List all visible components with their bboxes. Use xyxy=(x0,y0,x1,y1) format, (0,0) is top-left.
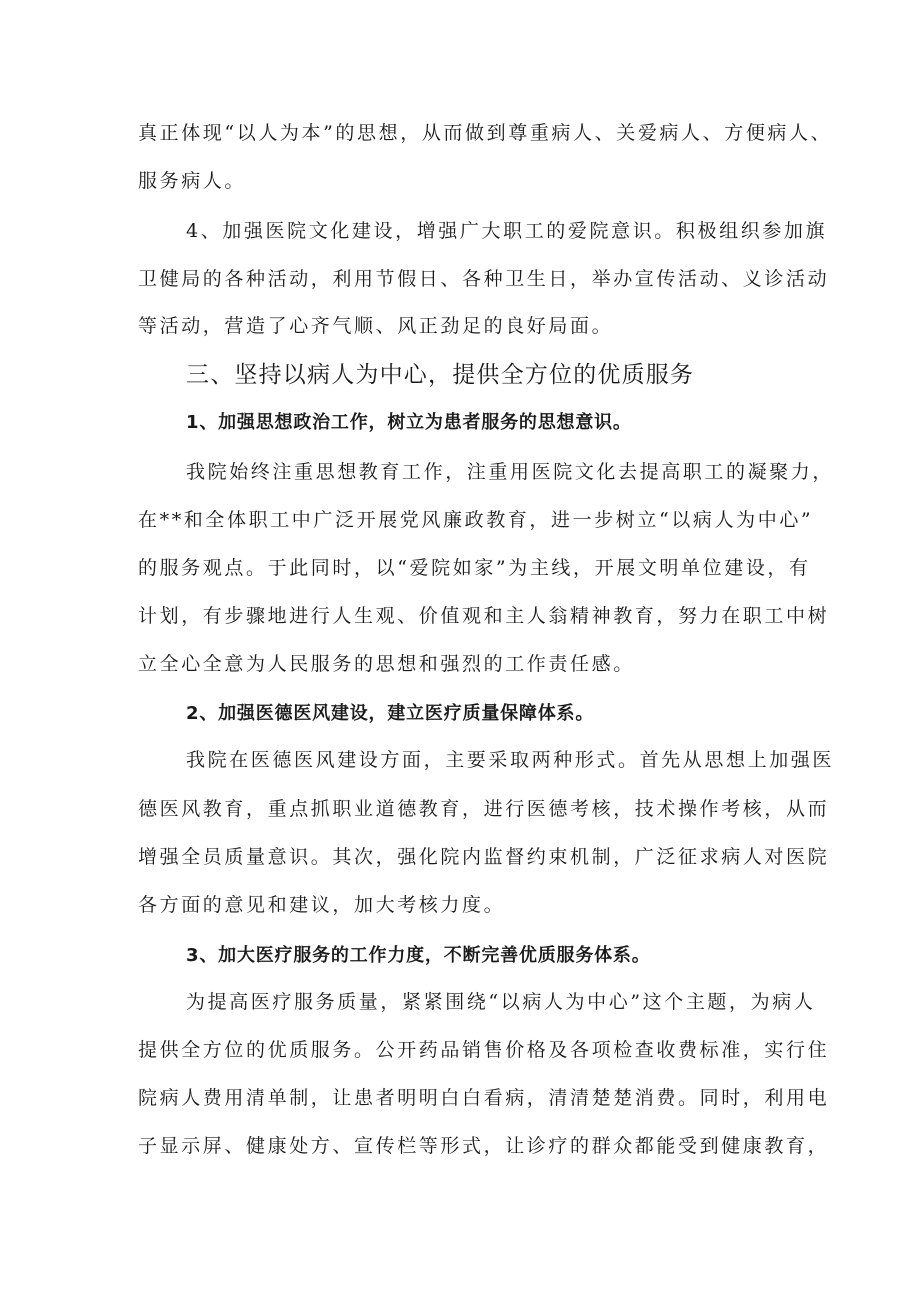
section-heading: 三、坚持以病人为中心，提供全方位的优质服务 xyxy=(186,362,695,388)
paragraph-line: 为提高医疗服务质量，紧紧围绕“以病人为中心”这个主题，为病人 xyxy=(186,991,816,1013)
paragraph-line: 立全心全意为人民服务的思想和强烈的工作责任感。 xyxy=(138,653,635,675)
paragraph-line: 德医风教育，重点抓职业道德教育，进行医德考核，技术操作考核，从而 xyxy=(138,798,830,820)
paragraph-line: 卫健局的各种活动，利用节假日、各种卫生日，举办宣传活动、义诊活动 xyxy=(138,268,830,290)
paragraph-line: 提供全方位的优质服务。公开药品销售价格及各项检查收费标准，实行住 xyxy=(138,1039,830,1061)
paragraph-line: 真正体现“以人为本”的思想，从而做到尊重病人、关爱病人、方便病人、 xyxy=(138,122,833,144)
subsection-heading-2: 2、加强医德医风建设，建立医疗质量保障体系。 xyxy=(186,703,595,724)
paragraph-line: 的服务观点。于此同时，以“爱院如家”为主线，开展文明单位建设，有 xyxy=(138,557,811,579)
paragraph-line: 各方面的意见和建议，加大考核力度。 xyxy=(138,894,506,916)
paragraph-line: 子显示屏、健康处方、宣传栏等形式，让诊疗的群众都能受到健康教育， xyxy=(138,1135,830,1157)
subsection-heading-3: 3、加大医疗服务的工作力度，不断完善优质服务体系。 xyxy=(186,945,651,966)
paragraph-line: 4、加强医院文化建设，增强广大职工的爱院意识。积极组织参加旗 xyxy=(186,220,828,242)
paragraph-line: 在**和全体职工中广泛开展党风廉政教育，进一步树立“以病人为中心” xyxy=(138,509,814,531)
paragraph-line: 计划，有步骤地进行人生观、价值观和主人翁精神教育，努力在职工中树 xyxy=(138,605,830,627)
paragraph-line: 院病人费用清单制，让患者明明白白看病，清清楚楚消费。同时，利用电 xyxy=(138,1087,830,1109)
paragraph-line: 我院始终注重思想教育工作，注重用医院文化去提高职工的凝聚力， xyxy=(186,461,835,483)
paragraph-line: 增强全员质量意识。其次，强化院内监督约束机制，广泛征求病人对医院 xyxy=(138,846,830,868)
paragraph-line: 我院在医德医风建设方面，主要采取两种形式。首先从思想上加强医 xyxy=(186,749,835,771)
subsection-heading-1: 1、加强思想政治工作，树立为患者服务的思想意识。 xyxy=(186,412,632,433)
paragraph-line: 等活动，营造了心齐气顺、风正劲足的良好局面。 xyxy=(138,315,614,337)
paragraph-line: 服务病人。 xyxy=(138,170,247,192)
